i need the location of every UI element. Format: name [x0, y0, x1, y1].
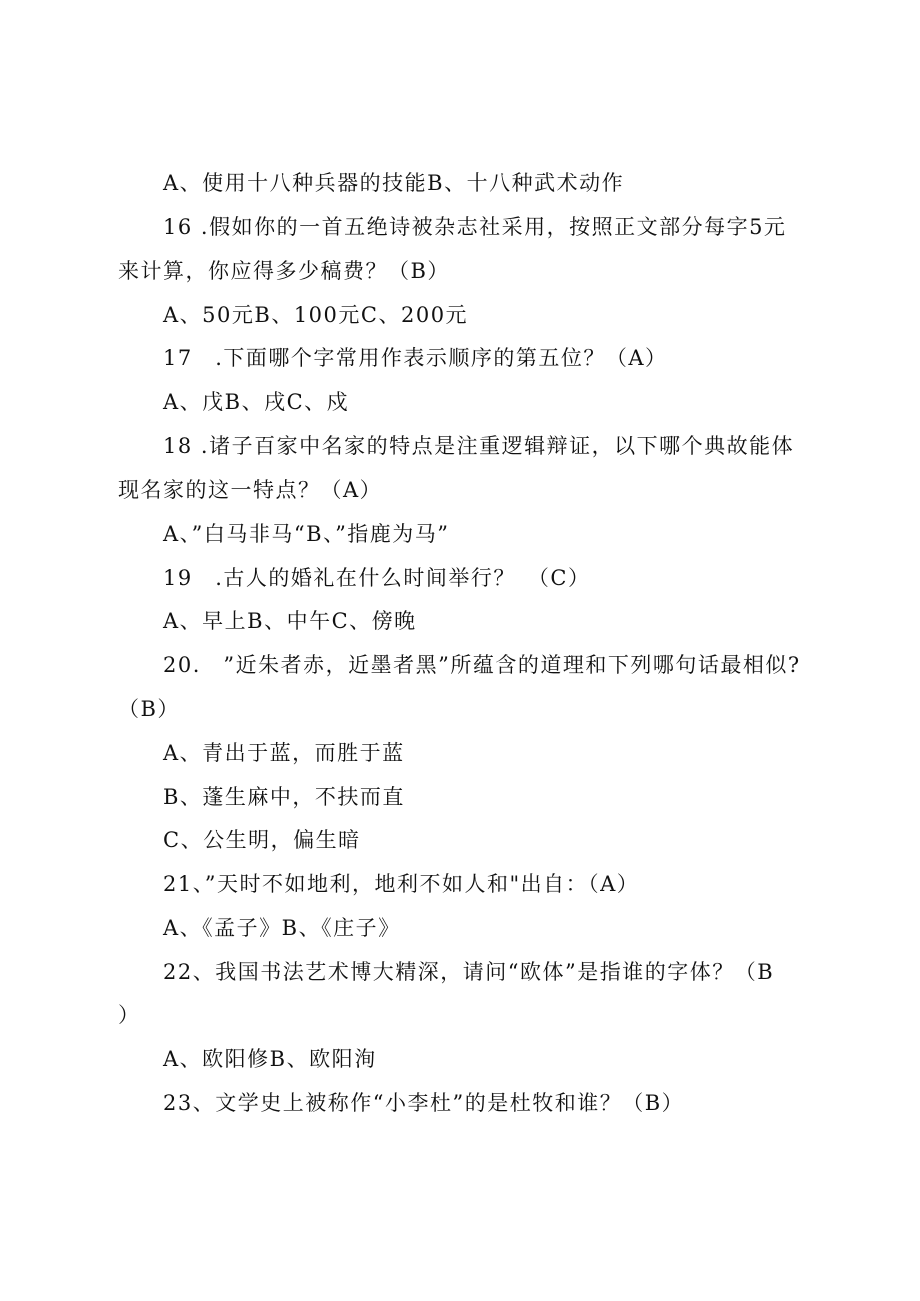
q18-question: 18 .诸子百家中名家的特点是注重逻辑辩证，以下哪个典故能体: [163, 434, 795, 458]
q22-question: 22、我国书法艺术博大精深，请问“欧体”是指谁的字体？（B: [163, 960, 775, 984]
q21-options: A、《孟子》B、《庄子》: [163, 916, 401, 940]
q22-question-cont: ）: [118, 1003, 141, 1027]
q21-question: 21、”天时不如地利，地利不如人和"出自：（A）: [163, 872, 640, 896]
q19-options: A、早上B、中午C、傍晚: [163, 609, 417, 633]
q15-options: A、使用十八种兵器的技能B、十八种武术动作: [163, 171, 625, 195]
q23-question: 23、文学史上被称作“小李杜”的是杜牧和谁？（B）: [163, 1091, 685, 1115]
q20-option-b: B、蓬生麻中，不扶而直: [163, 785, 405, 809]
q18-options: A、”白马非马“B、”指鹿为马”: [163, 522, 450, 546]
q17-options: A、戊B、戌C、戍: [163, 390, 350, 414]
q16-question: 16 .假如你的一首五绝诗被杂志社采用，按照正文部分每字5元: [163, 215, 787, 239]
q22-options: A、欧阳修B、欧阳洵: [163, 1047, 377, 1071]
q20-question-cont: （B）: [118, 697, 180, 721]
q16-question-cont: 来计算，你应得多少稿费？（B）: [118, 259, 450, 283]
q17-question: 17 .下面哪个字常用作表示顺序的第五位？（A）: [163, 346, 668, 370]
q18-question-cont: 现名家的这一特点？（A）: [118, 478, 383, 502]
q20-option-a: A、青出于蓝，而胜于蓝: [163, 741, 405, 765]
q20-question: 20. ”近朱者赤，近墨者黑”所蕴含的道理和下列哪句话最相似?: [163, 653, 801, 677]
q16-options: A、50元B、100元C、200元: [163, 303, 469, 327]
q20-option-c: C、公生明，偏生暗: [163, 828, 361, 852]
q19-question: 19 .古人的婚礼在什么时间举行？ （C）: [163, 566, 591, 590]
